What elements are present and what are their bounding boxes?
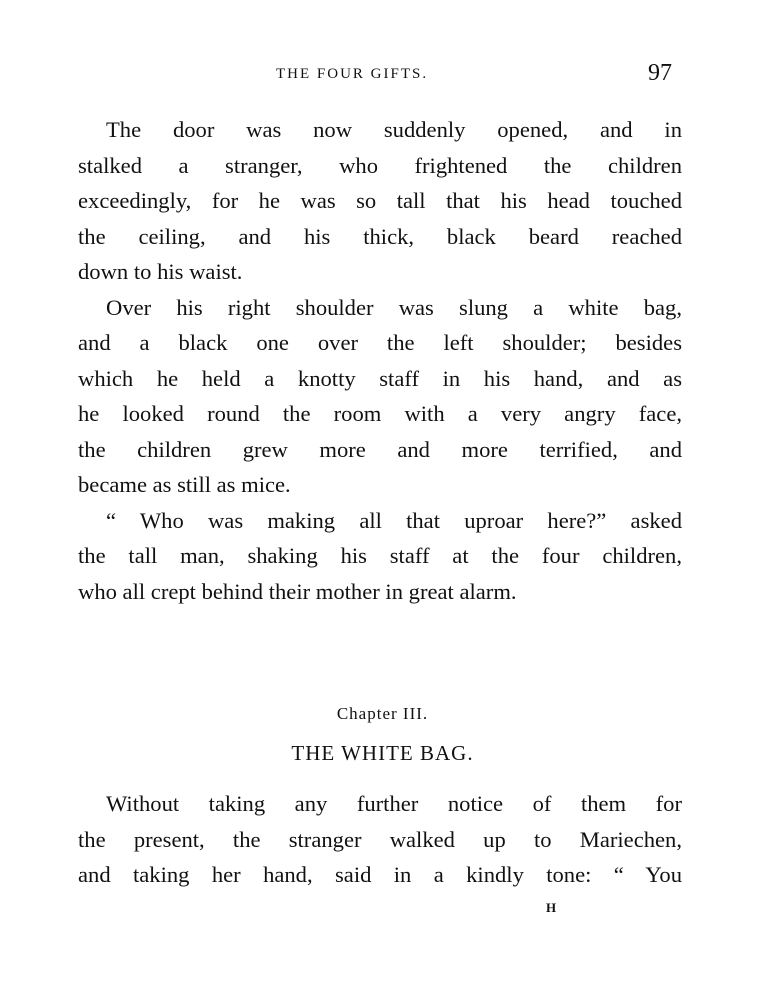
text-line: the children grew more and more terrified, and	[78, 436, 682, 462]
text-line: he looked round the room with a very angry face,	[78, 401, 682, 426]
text-line: down to his waist.	[78, 259, 243, 284]
text-line: the ceiling, and his thick, black beard reached	[78, 223, 682, 249]
text-line: the present, the stranger walked up to Mariechen,	[78, 826, 682, 852]
text-line: “ Who was making all that uproar here?” asked	[106, 507, 682, 533]
paragraph-4	[78, 786, 682, 893]
text-line: stalked a stranger, who frightened the children	[78, 152, 682, 178]
chapter-label: Chapter III.	[336, 704, 429, 723]
text-line: became as still as mice.	[78, 472, 291, 497]
paragraph-3	[78, 503, 682, 610]
signature-mark: H	[546, 900, 557, 915]
running-title: THE FOUR GIFTS.	[276, 66, 429, 82]
paragraph-1	[78, 112, 682, 290]
text-line: who all crept behind their mother in great alarm.	[78, 578, 517, 604]
body-text-top	[78, 112, 682, 609]
text-line: Without taking any further notice of them for	[106, 791, 682, 816]
page-number: 97	[648, 60, 672, 86]
text-line: Over his right shoulder was slung a white bag,	[106, 294, 682, 320]
text-line: exceedingly, for he was so tall that his head touched	[78, 188, 682, 213]
text-line: and a black one over the left shoulder; besides	[78, 330, 682, 355]
text-line: which he held a knotty staff in his hand, and as	[78, 365, 682, 391]
body-text-bottom	[78, 786, 682, 893]
chapter-title: THE WHITE BAG.	[291, 741, 474, 765]
text-line: and taking her hand, said in a kindly tone: “ You	[78, 862, 682, 887]
text-line: The door was now suddenly opened, and in	[106, 117, 682, 142]
paragraph-2	[78, 290, 682, 503]
running-head	[0, 60, 765, 90]
text-line: the tall man, shaking his staff at the four children,	[78, 543, 682, 568]
